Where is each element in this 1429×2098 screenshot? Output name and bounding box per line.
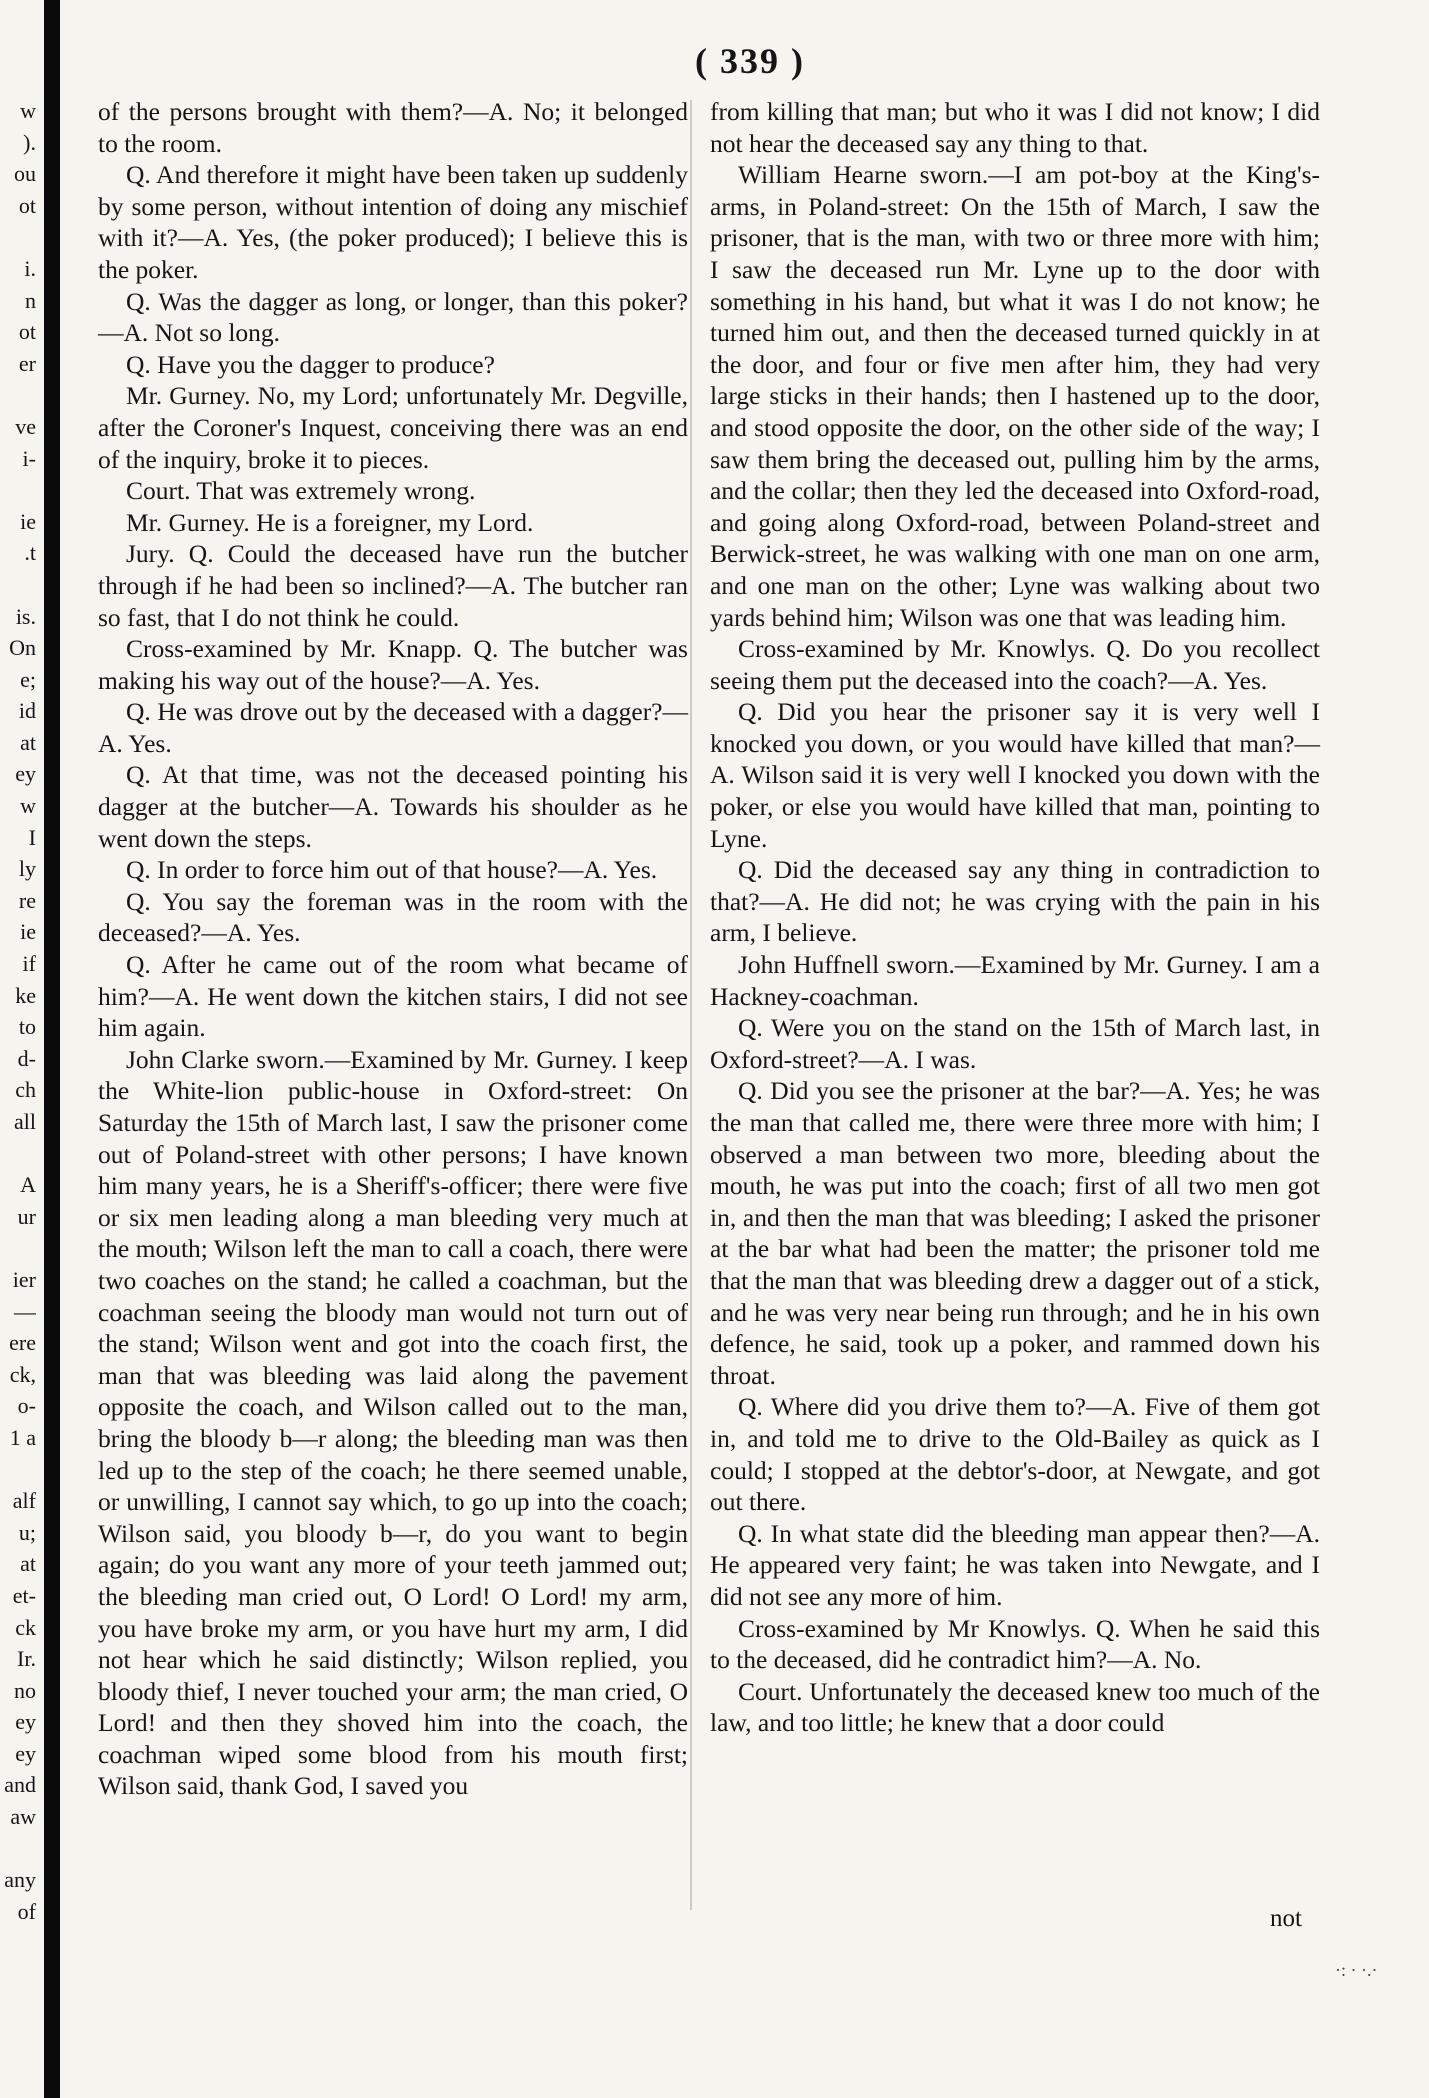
bleed-fragment: — bbox=[14, 1298, 36, 1324]
paragraph: Q. Did you see the prisoner at the bar?—A. Yes; he was the man that called me, there were three more with him; I observed a man between two more, bleeding about the mouth, he was put into the coach; first of all two men got in, and then the man that was bleeding; I asked the prisoner at the bar what had been the matter; the prisoner told me that the man that was bleeding drew a dagger out of a stick, and he was very near being run through; and he in his own defence, he said, took up a poker, and rammed down his throat. bbox=[710, 1076, 1320, 1390]
bleed-fragment: ie bbox=[20, 508, 36, 534]
bleed-fragment: ey bbox=[15, 761, 36, 787]
paragraph: Mr. Gurney. He is a foreigner, my Lord. bbox=[126, 507, 534, 537]
bleed-fragment bbox=[0, 221, 36, 253]
bleed-fragment: d- bbox=[17, 1045, 36, 1071]
bleed-fragment: ve bbox=[15, 413, 36, 439]
paragraph: John Clarke sworn.—Examined by Mr. Gurney. I keep the White-lion public-house in Oxford-street: On Saturday the 15th of March last, I saw the prisoner come out of Poland-street with other persons; I have known him many years, he is a Sheriff's-officer; there were five or six men leading along a man bleeding very much at the mouth; Wilson left the man to call a coach, there were two coaches on the stand; he called a coachman, but the coachman seeing the bloody man would not turn out of the stand; Wilson went and got into the coach first, the man that was bleeding was laid along the pavement opposite the coach, and Wilson called out to the man, bring the bloody b—r along; the bleeding man was then led up to the step of the coach; he there seemed unable, or unwilling, I cannot say which, to go up into the coach; Wilson said, you bloody b—r, do you want to begin again; do you want any more of your teeth jammed out; the bleeding man cried out, O Lord! O Lord! my arm, you have broke my arm, or you have hurt my arm, I did not hear which he said distinctly; Wilson replied, you bloody thief, I never touched your arm; the man cried, O Lord! and then they shoved him into the coach, the coachman wiped some blood from his mouth first; Wilson said, thank God, I saved you bbox=[98, 1044, 688, 1801]
bleed-fragment: and bbox=[4, 1772, 36, 1798]
bleed-fragment: at bbox=[20, 1551, 36, 1577]
paragraph: Court. Unfortunately the deceased knew too much of the law, and too little; he knew that a door could bbox=[710, 1676, 1320, 1738]
right-column bbox=[710, 96, 1320, 1739]
bleed-fragment: any bbox=[4, 1867, 36, 1893]
bleed-fragment bbox=[0, 1454, 36, 1486]
bleed-fragment: ly bbox=[18, 856, 36, 882]
bleed-fragment: no bbox=[14, 1677, 36, 1703]
bleed-fragment: id bbox=[18, 698, 36, 724]
paragraph: Jury. Q. Could the deceased have run the butcher through if he had been so inclined?—A. The butcher ran so fast, that I do not think he could. bbox=[98, 539, 688, 632]
bleed-fragment: I bbox=[28, 824, 36, 850]
bleed-fragment: A bbox=[20, 1172, 36, 1198]
bleed-fragment: alf bbox=[12, 1488, 36, 1514]
facing-page-bleed bbox=[0, 95, 36, 1927]
bleed-fragment: ey bbox=[15, 1709, 36, 1735]
paragraph: Cross-examined by Mr. Knapp. Q. The butcher was making his way out of the house?—A. Yes. bbox=[98, 634, 688, 695]
bleed-fragment: ). bbox=[23, 129, 36, 155]
paragraph: Court. That was extremely wrong. bbox=[126, 476, 476, 506]
column-divider bbox=[690, 100, 692, 1910]
bleed-fragment: Ir. bbox=[17, 1646, 36, 1672]
paragraph: Q. In order to force him out of that house?—A. Yes. bbox=[126, 855, 658, 885]
bleed-fragment: ere bbox=[9, 1330, 36, 1356]
bleed-fragment bbox=[0, 379, 36, 411]
left-column bbox=[98, 96, 688, 1802]
bleed-fragment bbox=[0, 1138, 36, 1170]
paragraph: Q. You say the foreman was in the room with the deceased?—A. Yes. bbox=[98, 886, 688, 948]
bleed-fragment bbox=[0, 1833, 36, 1865]
paragraph: Q. Did you hear the prisoner say it is very well I knocked you down, or you would have killed that man?—A. Wilson said it is very well I knocked you down with the poker, or else you would have killed that man, pointing to Lyne. bbox=[710, 697, 1320, 853]
paragraph: Q. At that time, was not the deceased pointing his dagger at the butcher—A. Towards his shoulder as he went down the steps. bbox=[98, 760, 688, 853]
paragraph: Q. Did the deceased say any thing in contradiction to that?—A. He did not; he was crying with the pain in his arm, I believe. bbox=[710, 855, 1320, 948]
bleed-fragment: all bbox=[14, 1109, 36, 1134]
bleed-fragment: is. bbox=[15, 603, 36, 629]
bleed-fragment: ck bbox=[15, 1614, 36, 1640]
page-number-header: ( 339 ) bbox=[695, 41, 805, 81]
bleed-fragment: o- bbox=[17, 1393, 36, 1419]
bleed-fragment: i. bbox=[24, 255, 36, 281]
paragraph: Mr. Gurney. No, my Lord; unfortunately Mr. Degville, after the Coroner's Inquest, conceiving there was an end of the inquiry, broke it to pieces. bbox=[98, 381, 688, 474]
bleed-fragment: ou bbox=[14, 161, 36, 187]
bleed-fragment: to bbox=[18, 1014, 36, 1040]
bleed-fragment bbox=[0, 1232, 36, 1264]
bleed-fragment: u; bbox=[18, 1519, 36, 1545]
bleed-fragment: On bbox=[9, 635, 36, 661]
bleed-fragment: re bbox=[18, 887, 36, 913]
bleed-fragment bbox=[0, 569, 36, 601]
bleed-fragment bbox=[0, 474, 36, 506]
bleed-fragment: ier bbox=[12, 1266, 36, 1292]
bleed-fragment: w bbox=[20, 793, 36, 819]
bleed-fragment: er bbox=[18, 350, 36, 376]
paragraph: Q. And therefore it might have been taken up suddenly by some person, without intention of doing any mischief with it?—A. Yes, (the poker produced); I believe this is the poker. bbox=[98, 160, 688, 284]
catchword: not bbox=[1270, 1905, 1302, 1932]
paragraph: Cross-examined by Mr. Knowlys. Q. Do you recollect seeing them put the deceased into the coach?—A. Yes. bbox=[710, 634, 1320, 695]
book-spine-shadow bbox=[44, 0, 60, 2098]
bleed-fragment: et- bbox=[12, 1582, 36, 1608]
bleed-fragment: ie bbox=[20, 919, 36, 945]
bleed-fragment: of bbox=[17, 1898, 36, 1924]
paragraph: Q. Were you on the stand on the 15th of March last, in Oxford-street?—A. I was. bbox=[710, 1013, 1320, 1074]
paragraph: from killing that man; but who it was I did not know; I did not hear the deceased say any thing to that. bbox=[710, 97, 1320, 158]
paragraph: Q. After he came out of the room what became of him?—A. He went down the kitchen stairs, I did not see him again. bbox=[98, 950, 688, 1043]
bleed-fragment: n bbox=[25, 287, 36, 313]
bleed-fragment: ot bbox=[18, 319, 36, 345]
paragraph: Q. Have you the dagger to produce? bbox=[126, 349, 495, 379]
bleed-fragment: .t bbox=[24, 540, 36, 566]
bleed-fragment: ch bbox=[15, 1077, 36, 1103]
bleed-fragment: aw bbox=[10, 1804, 36, 1830]
print-specks-decoration: ·: · ·.· bbox=[1335, 1960, 1378, 1980]
bleed-fragment: ke bbox=[15, 982, 36, 1008]
bleed-fragment: e; bbox=[20, 666, 36, 692]
bleed-fragment: at bbox=[20, 729, 36, 755]
bleed-fragment: if bbox=[22, 951, 36, 977]
paragraph: Q. He was drove out by the deceased with a dagger?—A. Yes. bbox=[98, 697, 688, 758]
paragraph: Q. In what state did the bleeding man appear then?—A. He appeared very faint; he was taken into Newgate, and I did not see any more of him. bbox=[710, 1518, 1320, 1611]
paragraph: Q. Where did you drive them to?—A. Five of them got in, and told me to drive to the Old-Bailey as quick as I could; I stopped at the debtor's-door, at Newgate, and got out there. bbox=[710, 1392, 1320, 1517]
paragraph: Q. Was the dagger as long, or longer, than this poker?—A. Not so long. bbox=[98, 286, 688, 348]
bleed-fragment: ur bbox=[17, 1203, 36, 1229]
bleed-fragment: w bbox=[20, 98, 36, 123]
paragraph: William Hearne sworn.—I am pot-boy at the King's-arms, in Poland-street: On the 15th of March, I saw the prisoner, that is the man, with two or three more with him; I saw the deceased run Mr. Lyne up to the door with something in his hand, but what it was I do not know; he turned him out, and then the deceased turned quickly in at the door, and four or five men after him, they had very large sticks in their hands; then I hastened up to the door, and stood opposite the door, on the other side of the way; I saw them bring the deceased out, pulling him by the arms, and the collar; then they led the deceased into Oxford-road, and going along Oxford-road, between Poland-street and Berwick-street, he was walking with one man on one arm, and one man on the other; Lyne was walking about two yards behind him; Wilson was one that was leading him. bbox=[710, 160, 1320, 632]
bleed-fragment: ot bbox=[18, 192, 36, 218]
bleed-fragment: ey bbox=[15, 1740, 36, 1766]
paragraph: Cross-examined by Mr Knowlys. Q. When he said this to the deceased, did he contradict him?—A. No. bbox=[710, 1613, 1320, 1675]
bleed-fragment: i- bbox=[22, 445, 36, 471]
bleed-fragment: ck, bbox=[9, 1361, 36, 1387]
bleed-fragment: 1 a bbox=[9, 1424, 36, 1450]
paragraph: of the persons brought with them?—A. No; it belonged to the room. bbox=[98, 97, 688, 158]
paragraph: John Huffnell sworn.—Examined by Mr. Gurney. I am a Hackney-coachman. bbox=[710, 950, 1320, 1011]
